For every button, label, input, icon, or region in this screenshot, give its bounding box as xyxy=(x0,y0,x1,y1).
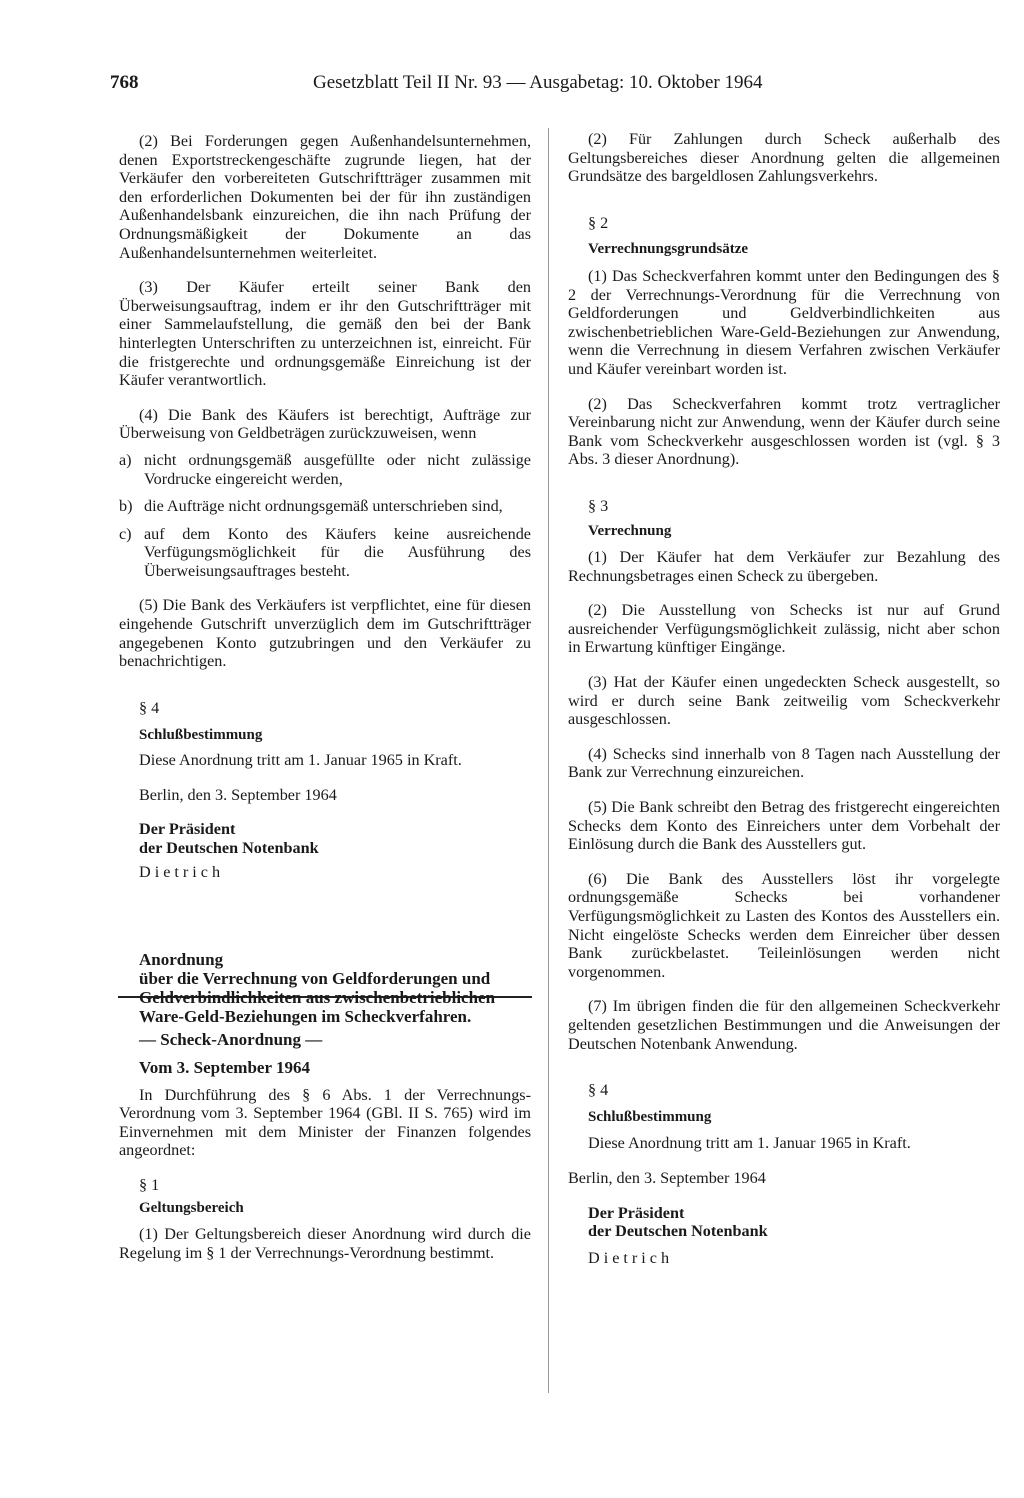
section-heading: Verrechnung xyxy=(588,522,672,539)
list-item-text: die Aufträge nicht ordnungsgemäß unterschrieben sind, xyxy=(144,497,503,516)
section-number: § 4 xyxy=(588,1081,609,1100)
list-item-label: c) xyxy=(119,524,132,543)
section-number: § 1 xyxy=(139,1175,160,1194)
paragraph: (2) Die Ausstellung von Schecks ist nur auf Grund ausreichender Verfügungsmöglichkeit zulässig, nicht aber schon in Erwartung künftiger Eingänge. xyxy=(568,601,1000,657)
place-date: Berlin, den 3. September 1964 xyxy=(139,785,337,804)
column-divider xyxy=(548,128,549,1393)
signature-title: Der Präsident xyxy=(139,820,236,839)
running-title: Gesetzblatt Teil II Nr. 93 — Ausgabetag: 10. Oktober 1964 xyxy=(313,72,763,93)
ordinance-date: Vom 3. September 1964 xyxy=(139,1058,310,1077)
paragraph: (7) Im übrigen finden die für den allgemeinen Scheckverkehr geltenden gesetzlichen Bestimmungen und die Anweisungen der Deutschen Notenbank Anwendung. xyxy=(568,997,1000,1053)
list-item-label: b) xyxy=(119,497,133,516)
paragraph: Diese Anordnung tritt am 1. Januar 1965 in Kraft. xyxy=(139,751,462,770)
paragraph: (4) Die Bank des Käufers ist berechtigt, Aufträge zur Überweisung von Geldbeträgen zurückzuweisen, wenn xyxy=(119,405,531,443)
signature-title: Der Präsident xyxy=(588,1203,685,1222)
section-heading: Geltungsbereich xyxy=(139,1199,244,1216)
section-heading: Verrechnungsgrundsätze xyxy=(588,241,749,258)
section-number: § 2 xyxy=(588,213,609,232)
list-item-label: a) xyxy=(119,450,132,469)
page-number: 768 xyxy=(110,72,139,93)
paragraph: (6) Die Bank des Ausstellers löst ihr vorgelegte ordnungsgemäße Schecks bei vorhandener Verfügungsmöglichkeit zu Lasten des Kontos des Ausstellers ein. Nicht eingelöste Schecks werden dem Einreicher über dessen Bank zurückbelastet. Teileinlösungen werden nicht vorgenommen. xyxy=(568,869,1000,981)
signature-name: Dietrich xyxy=(588,1248,674,1267)
list-item-text: nicht ordnungsgemäß ausgefüllte oder nicht zulässige Vordrucke eingereicht werden, xyxy=(144,450,531,488)
ordinance-subtitle: — Scheck-Anordnung — xyxy=(139,1030,323,1049)
paragraph: In Durchführung des § 6 Abs. 1 der Verrechnungs-Verordnung vom 3. September 1964 (GBl. II S. 765) wird im Einvernehmen mit dem Minister der Finanzen folgendes angeordnet: xyxy=(119,1085,531,1160)
ordinance-title: Ware-Geld-Beziehungen im Scheckverfahren. xyxy=(139,1007,472,1026)
list-item xyxy=(119,497,531,516)
paragraph: (2) Das Scheckverfahren kommt trotz vertraglicher Vereinbarung nicht zur Anwendung, wenn der Käufer durch seine Bank vom Scheckverkehr ausgeschlossen worden ist (vgl. § 3 Abs. 3 dieser Anordnung). xyxy=(568,394,1000,469)
paragraph: (1) Der Geltungsbereich dieser Anordnung wird durch die Regelung im § 1 der Verrechnungs-Verordnung bestimmt. xyxy=(119,1225,531,1262)
paragraph: (1) Der Käufer hat dem Verkäufer zur Bezahlung des Rechnungsbetrages einen Scheck zu übergeben. xyxy=(568,548,1000,585)
section-heading: Schlußbestimmung xyxy=(139,727,263,744)
paragraph: (2) Bei Forderungen gegen Außenhandelsunternehmen, denen Exportstreckengeschäfte zugrunde liegen, hat der Verkäufer den vorbereiteten Gutschriftträger zusammen mit den erforderlichen Dokumenten bei der für ihn zuständigen Außenhandelsbank einzureichen, die ihn nach Prüfung der Ordnungsmäßigkeit der Dokumente an das Außenhandelsunternehmen weiterleitet. xyxy=(119,132,531,262)
signature-title: der Deutschen Notenbank xyxy=(588,1222,768,1241)
section-number: § 4 xyxy=(139,698,160,717)
right-column xyxy=(568,130,1000,1267)
list-item-text: auf dem Konto des Käufers keine ausreichende Verfügungsmöglichkeit für die Ausführung des Überweisungsauftrages besteht. xyxy=(144,524,531,580)
paragraph: (5) Die Bank schreibt den Betrag des fristgerecht eingereichten Schecks dem Konto des Einreichers unter dem Vorbehalt der Einlösung durch die Bank des Ausstellers gut. xyxy=(568,798,1000,854)
place-date: Berlin, den 3. September 1964 xyxy=(568,1168,766,1187)
paragraph: (3) Der Käufer erteilt seiner Bank den Überweisungsauftrag, indem er ihr den Gutschriftträger mit einer Sammelaufstellung, die gemäß den bei der Bank hinterlegten Unterschriften zu unterzeichnen ist, einreicht. Für die fristgerechte und ordnungsgemäße Einreichung ist der Käufer verantwortlich. xyxy=(119,278,531,390)
paragraph: Diese Anordnung tritt am 1. Januar 1965 in Kraft. xyxy=(588,1134,911,1153)
signature-name: Dietrich xyxy=(139,863,225,882)
paragraph: (5) Die Bank des Verkäufers ist verpflichtet, eine für diesen eingehende Gutschrift unverzüglich dem im Gutschriftträger angegebenen Konto gutzubringen und den Verkäufer zu benachrichtigen. xyxy=(119,596,531,671)
left-column xyxy=(119,132,531,1262)
list-item xyxy=(119,451,531,488)
paragraph: (3) Hat der Käufer einen ungedeckten Scheck ausgestellt, so wird er durch seine Bank zeitweilig vom Scheckverkehr ausgeschlossen. xyxy=(568,673,1000,729)
paragraph: (2) Für Zahlungen durch Scheck außerhalb des Geltungsbereiches dieser Anordnung gelten die allgemeinen Grundsätze des bargeldlosen Zahlungsverkehrs. xyxy=(568,130,1000,186)
section-heading: Schlußbestimmung xyxy=(588,1108,712,1125)
paragraph: (4) Schecks sind innerhalb von 8 Tagen nach Ausstellung der Bank zur Verrechnung einzureichen. xyxy=(568,744,1000,782)
ordinance-title: Anordnung xyxy=(139,950,224,969)
ordinance-title: über die Verrechnung von Geldforderungen und xyxy=(139,969,491,988)
section-number: § 3 xyxy=(588,496,609,515)
list-item xyxy=(119,525,531,581)
signature-title: der Deutschen Notenbank xyxy=(139,838,319,857)
ordinance-title: Geldverbindlichkeiten aus zwischenbetrieblichen xyxy=(139,988,496,1007)
paragraph: (1) Das Scheckverfahren kommt unter den Bedingungen des § 2 der Verrechnungs-Verordnung für die Verrechnung von Geldforderungen und Geldverbindlichkeiten aus zwischenbetrieblichen Ware-Geld-Beziehungen zur Anwendung, wenn die Verrechnung in diesem Verfahren zwischen Verkäufer und Käufer vereinbart worden ist. xyxy=(568,266,1000,378)
page-header xyxy=(110,72,810,102)
